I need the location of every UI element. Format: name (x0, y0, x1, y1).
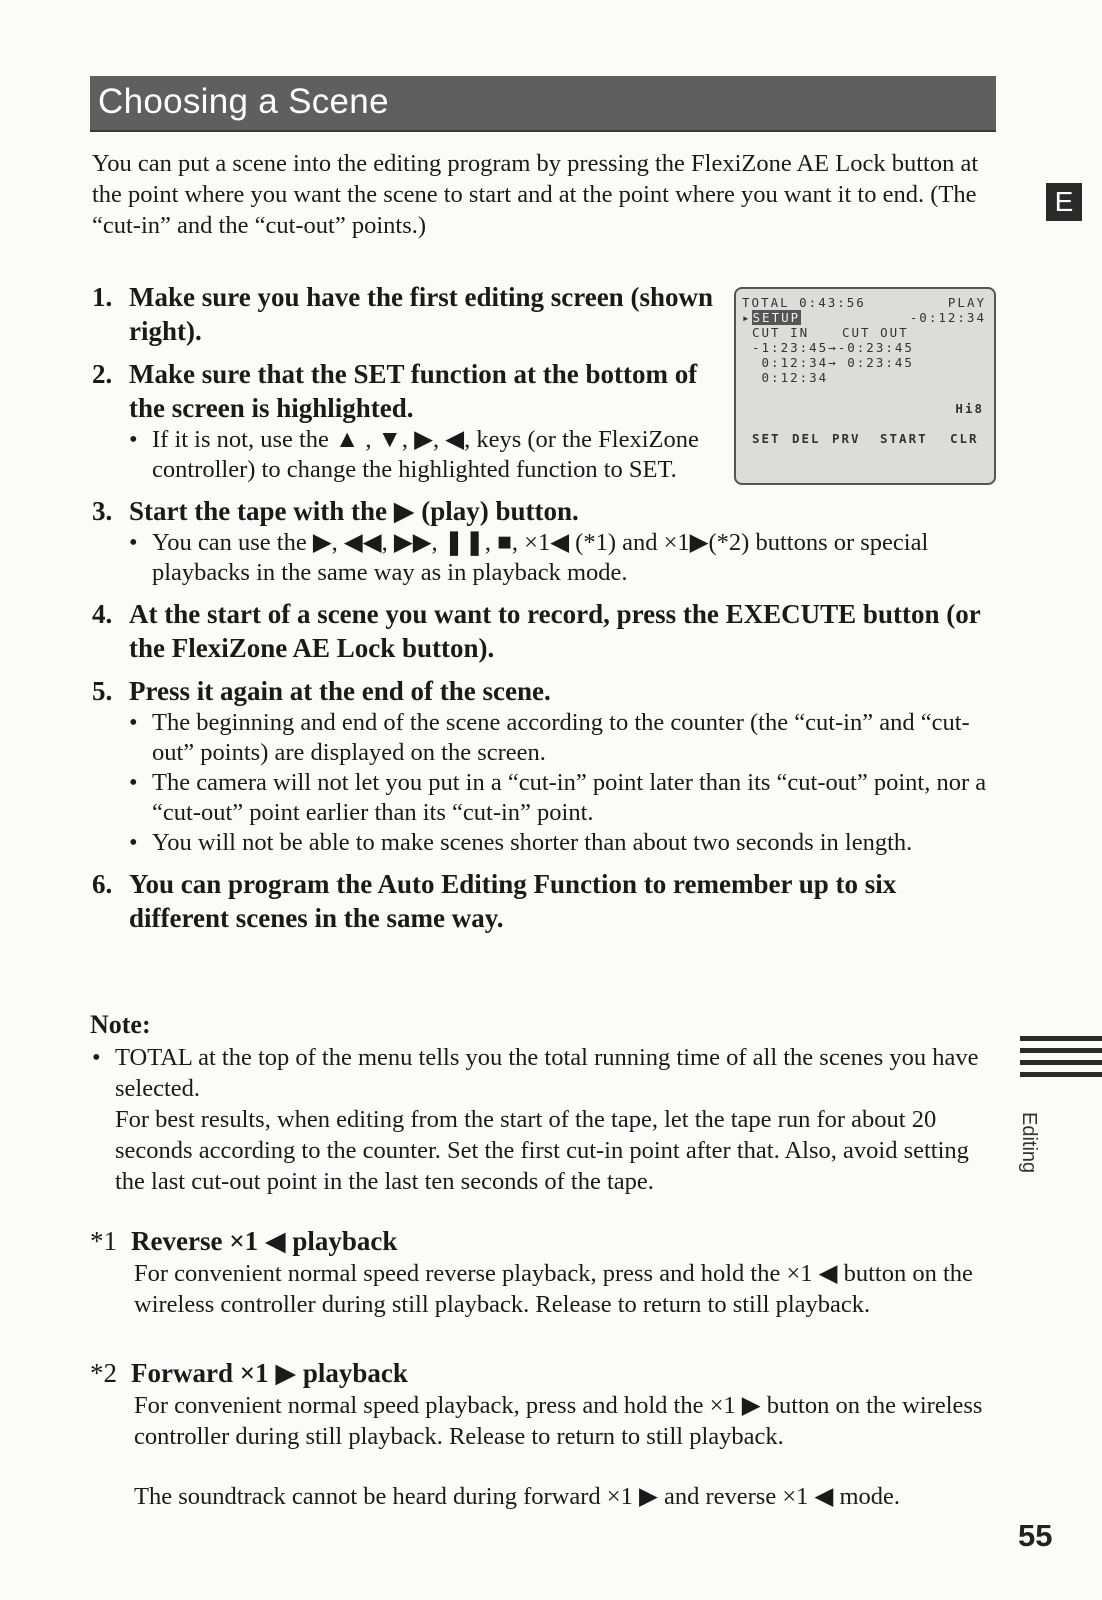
note-body (92, 1042, 992, 1197)
step-bullets (129, 708, 992, 858)
section-title: Choosing a Scene (98, 82, 389, 121)
lcd-scene-row: 0:12:34→ 0:23:45 (752, 355, 914, 370)
step-title: At the start of a scene you want to record, press the EXECUTE button (or the FlexiZone AE Lock button). (129, 599, 981, 663)
lcd-setup-highlight: SETUP (752, 310, 801, 325)
step-number: 4. (92, 599, 113, 629)
step-bullets (129, 528, 992, 588)
step-title: Start the tape with the ▶ (play) button. (129, 496, 579, 526)
step-number: 6. (92, 869, 113, 899)
soundtrack-note: The soundtrack cannot be heard during forward ×1 ▶ and reverse ×1 ◀ mode. (134, 1483, 901, 1510)
chapter-label: Editing (1018, 1112, 1040, 1174)
section-title-banner (90, 76, 996, 132)
footnote-body: For convenient normal speed playback, press and hold the ×1 ▶ button on the wireless controller during still playback. Release to return to still playback. (134, 1392, 983, 1450)
footnote-title: Reverse ×1 ◀ playback (131, 1226, 398, 1256)
step-title: Press it again at the end of the scene. (129, 676, 551, 706)
lcd-menu-clr: CLR (950, 431, 979, 446)
footnote-1 (90, 1224, 990, 1320)
step-number: 1. (92, 282, 113, 312)
page-number: 55 (1018, 1518, 1053, 1553)
lcd-setup-row: ▸SETUP (742, 310, 801, 325)
bullet-item: • The beginning and end of the scene according to the counter (the “cut-in” and “cut-out” points) are displayed on the screen. (129, 709, 970, 766)
lcd-scene-row: 0:12:34 (752, 370, 829, 385)
step-title: Make sure that the SET function at the bottom of the screen is highlighted. (129, 359, 698, 423)
bullet-item: • You can use the ▶, ◀◀, ▶▶, ❚❚, ■, ×1◀ (*1) and ×1▶(*2) buttons or special playbacks in the same way as in playback mode. (129, 529, 929, 586)
lcd-scene-row: -1:23:45→-0:23:45 (752, 340, 914, 355)
footnote-marker: *1 (90, 1226, 117, 1256)
note-bullet: • TOTAL at the top of the menu tells you the total running time of all the scenes you have selected. (92, 1044, 979, 1102)
lcd-cut-in-header: CUT IN (752, 325, 810, 340)
step-6 (92, 867, 992, 935)
chapter-tab-bars (1020, 1036, 1102, 1084)
step-title: Make sure you have the first editing screen (shown right). (129, 282, 713, 346)
lcd-cut-out-header: CUT OUT (842, 325, 909, 340)
lcd-menu-del: DEL (792, 431, 821, 446)
footnote-marker: *2 (90, 1358, 117, 1388)
intro-paragraph: You can put a scene into the editing program by pressing the FlexiZone AE Lock button at the point where you want the scene to start and at the point where you want it to end. (The “cut-in” and the “cut-out” points.) (92, 150, 979, 239)
bullet-item: • If it is not, use the ▲ , ▼, ▶, ◀, keys (or the FlexiZone controller) to change the highlighted function to SET. (129, 426, 699, 483)
lcd-mode: PLAY (947, 295, 986, 310)
step-number: 3. (92, 496, 113, 526)
lcd-total: TOTAL 0:43:56 (742, 295, 866, 310)
lcd-menu-set: SET (752, 431, 781, 446)
step-3 (92, 494, 992, 588)
footnote-2 (90, 1356, 990, 1452)
bullet-item: • You will not be able to make scenes shorter than about two seconds in length. (129, 829, 913, 856)
footnote-title: Forward ×1 ▶ playback (131, 1358, 408, 1388)
step-4 (92, 597, 992, 665)
bullet-item: • The camera will not let you put in a “cut-in” point later than its “cut-out” point, nor a “cut-out” point earlier than its “cut-in” point. (129, 769, 987, 826)
step-bullets (129, 425, 719, 485)
language-tab: E (1046, 183, 1082, 221)
step-5 (92, 674, 992, 858)
editing-screen-illustration (734, 287, 996, 485)
step-title: You can program the Auto Editing Function to remember up to six different scenes in the same way. (129, 869, 897, 933)
hi8-logo: Hi8 (955, 401, 984, 416)
step-number: 5. (92, 676, 113, 706)
lcd-menu-prv: PRV (832, 431, 861, 446)
footnote-body: For convenient normal speed reverse playback, press and hold the ×1 ◀ button on the wireless controller during still playback. Release to return to still playback. (134, 1260, 973, 1318)
lcd-remaining: -0:12:34 (909, 310, 986, 325)
lcd-menu-start: START (880, 431, 928, 446)
note-extra: For best results, when editing from the start of the tape, let the tape run for about 20 seconds according to the counter. Set the first cut-in point after that. Also, avoid setting the last cut-out point in the last ten seconds of the tape. (115, 1106, 969, 1195)
note-heading: Note: (90, 1010, 151, 1039)
step-number: 2. (92, 359, 113, 389)
